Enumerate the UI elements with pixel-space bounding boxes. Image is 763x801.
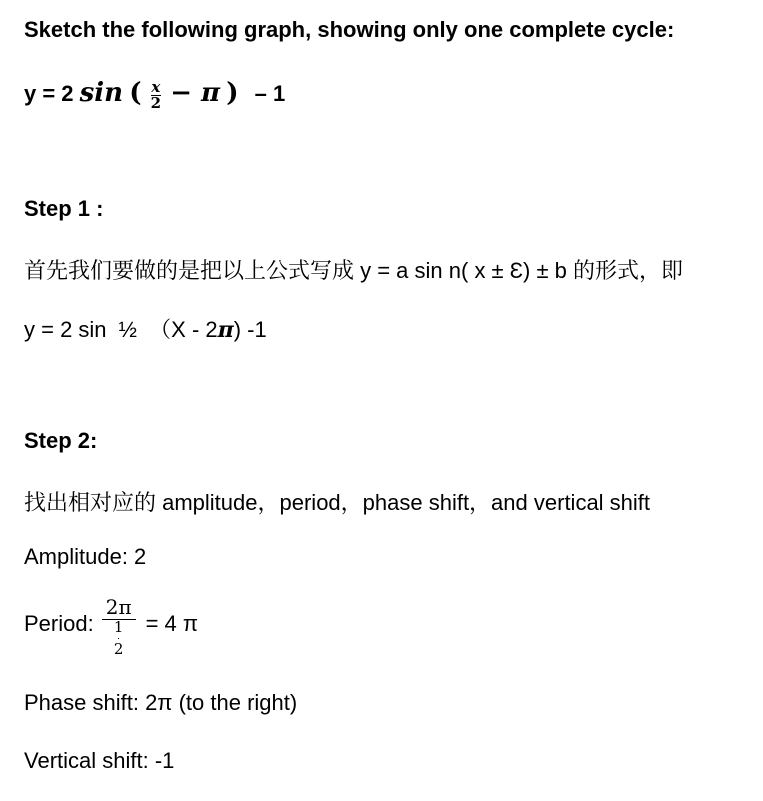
step2-title: Step 2: [24, 428, 98, 453]
step1-equation [24, 313, 267, 344]
period-fraction [102, 597, 136, 657]
eq-sin: sin [79, 78, 124, 108]
eq-frac-num: x [151, 77, 161, 96]
period-num: 2π [105, 595, 132, 619]
step1-eq-pi: π [217, 317, 234, 343]
period-den-bar [118, 638, 120, 639]
vertical-shift-line: Vertical shift: -1 [24, 748, 175, 773]
step1-text: 首先我们要做的是把以上公式写成 y = a sin n( x ± Ɛ) ± b 的形式，即 [24, 258, 684, 283]
eq-close-paren: ) [226, 78, 239, 108]
step1-eq-start: y = 2 sin [24, 317, 107, 342]
amplitude-line: Amplitude: 2 [24, 544, 147, 569]
eq-lhs: y = 2 [24, 81, 74, 106]
step1-title: Step 1 : [24, 196, 104, 221]
period-den-den: 2 [113, 640, 124, 658]
step1-eq-end: ) -1 [233, 317, 267, 342]
period-result: = 4 π [145, 611, 199, 636]
period-line [24, 597, 198, 657]
period-denominator [102, 620, 136, 657]
period-label: Period: [24, 611, 94, 636]
problem-heading: Sketch the following graph, showing only one complete cycle: [24, 17, 675, 42]
main-equation [24, 78, 285, 111]
eq-minus-pi: − π [170, 78, 221, 108]
period-den-fraction [114, 620, 124, 657]
period-den-num: 1 [113, 618, 124, 636]
step1-eq-half: ½ [118, 317, 138, 342]
phase-shift-line: Phase shift: 2π (to the right) [24, 690, 298, 715]
step2-text: 找出相对应的 amplitude，period，phase shift，and vertical shift [24, 490, 651, 515]
step1-eq-paren: （Χ - 2 [149, 317, 218, 342]
eq-tail: – 1 [254, 81, 286, 106]
eq-open-paren: ( [129, 78, 142, 108]
eq-fraction [150, 77, 162, 112]
eq-frac-den: 2 [150, 93, 162, 112]
